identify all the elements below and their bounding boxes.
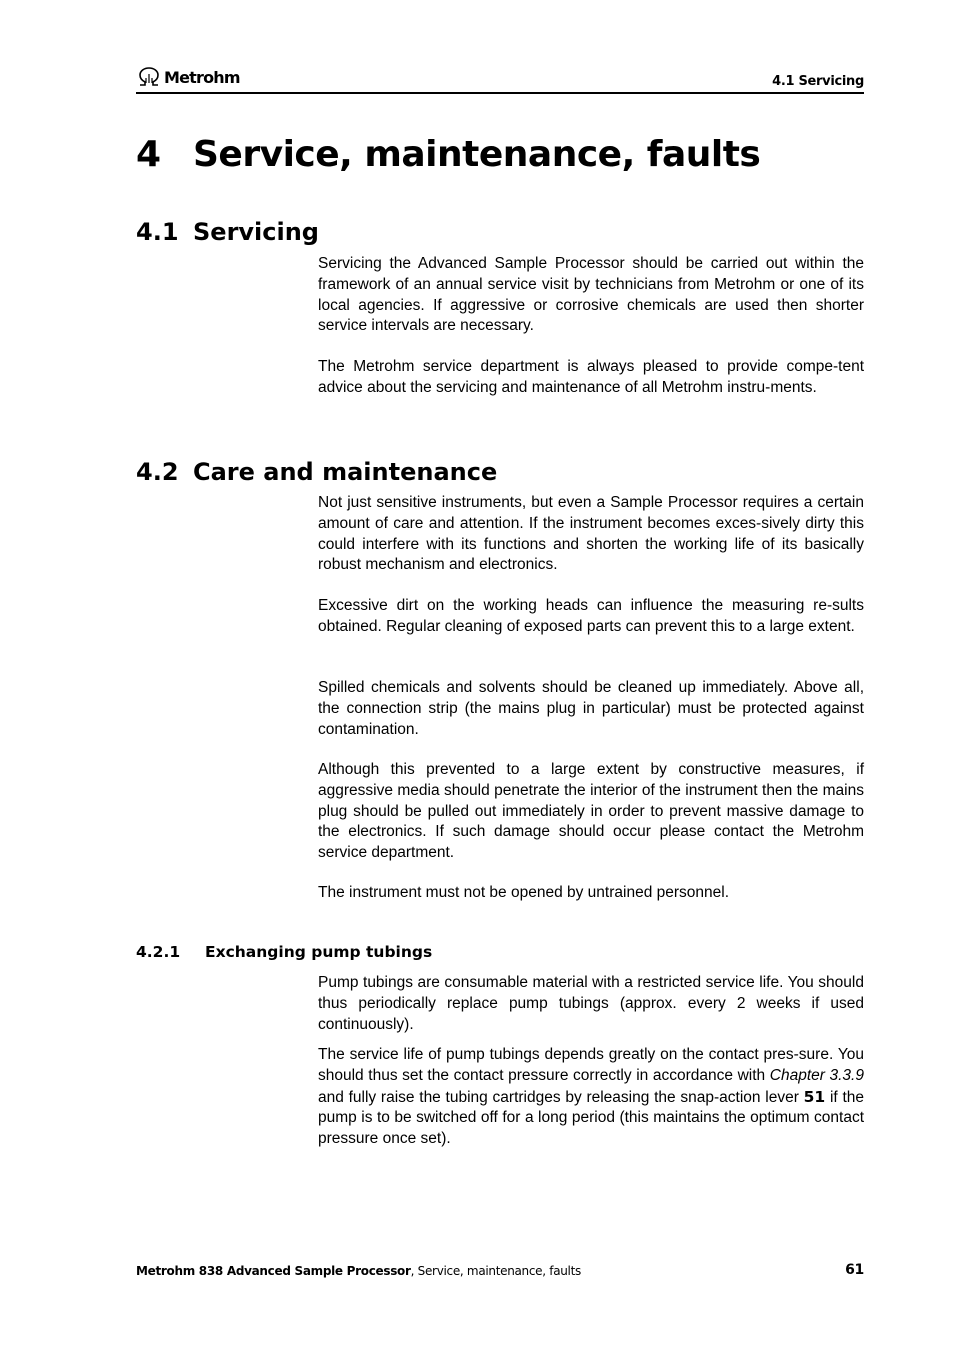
metrohm-logo (136, 66, 240, 88)
text-run: if the pump is to be switched off for a long period (this maintains the optimum contact pressure once set). (318, 1088, 864, 1148)
care-paragraph-4 (318, 760, 864, 864)
text-run: and fully raise the tubing cartridges by releasing the snap-action lever (318, 1088, 804, 1106)
section-heading-care (136, 458, 497, 486)
paragraph: Not just sensitive instruments, but even a Sample Processor requires a certain amount of care and attention. If the instrument becomes exces-sively dirty this could interfere with its functions and shorten the working life of its basically robust mechanism and electronics. (318, 494, 864, 574)
section-number: 4.2 (136, 458, 179, 486)
page-header (136, 64, 864, 94)
pump-paragraph-1 (318, 973, 864, 1035)
chapter-title: Service, maintenance, faults (193, 134, 761, 175)
care-paragraph-1 (318, 493, 864, 576)
paragraph: Pump tubings are consumable material with a restricted service life. You should thus periodically replace pump tubings (approx. every 2 weeks if used continuously). (318, 974, 864, 1033)
paragraph: The Metrohm service department is always pleased to provide compe-tent advice about the servicing and maintenance of all Metrohm instru-ments. (318, 358, 864, 396)
chapter-number: 4 (136, 134, 161, 175)
paragraph (318, 1045, 864, 1150)
care-paragraph-2 (318, 596, 864, 638)
footer-chapter: , Service, maintenance, faults (410, 1264, 581, 1278)
subsection-title: Exchanging pump tubings (205, 943, 433, 961)
chapter-heading (136, 134, 760, 175)
omega-logo-icon (136, 66, 162, 88)
servicing-paragraph-1 (318, 254, 864, 337)
paragraph: The instrument must not be opened by untrained personnel. (318, 884, 730, 901)
care-paragraph-3 (318, 678, 864, 740)
paragraph: Spilled chemicals and solvents should be cleaned up immediately. Above all, the connection strip (the mains plug in particular) must be protected against contamination. (318, 679, 864, 738)
footer-product: Metrohm 838 Advanced Sample Processor (136, 1264, 411, 1278)
section-title: Care and maintenance (193, 458, 498, 486)
subsection-heading-pump-tubings (136, 943, 432, 961)
section-heading-servicing (136, 218, 319, 246)
paragraph: Although this prevented to a large extent by constructive measures, if aggressive media should penetrate the interior of the instrument then the mains plug should be pulled out immediately in order to prevent massive damage to the electronics. If such damage should occur please contact the Metrohm service department. (318, 761, 864, 862)
pump-paragraph-2 (318, 1045, 864, 1150)
section-number: 4.1 (136, 218, 179, 246)
section-title: Servicing (193, 218, 319, 246)
paragraph: Servicing the Advanced Sample Processor should be carried out within the framework of an annual service visit by technicians from Metrohm or one of its local agencies. If aggressive or corrosive chemicals are used then shorter service intervals are necessary. (318, 255, 864, 335)
paragraph: Excessive dirt on the working heads can influence the measuring re-sults obtained. Regular cleaning of exposed parts can prevent this to a large extent. (318, 597, 864, 635)
care-paragraph-5 (318, 883, 864, 904)
chapter-reference: Chapter 3.3.9 (769, 1066, 864, 1084)
page-footer (136, 1264, 864, 1278)
header-section-label: 4.1 Servicing (772, 74, 864, 89)
page-number: 61 (845, 1262, 864, 1278)
servicing-paragraph-2 (318, 357, 864, 399)
subsection-number: 4.2.1 (136, 943, 181, 961)
logo-text: Metrohm (164, 67, 240, 87)
text-run: The service life of pump tubings depends greatly on the contact pres-sure. You should thus set the contact pressure correctly in accordance with (318, 1046, 864, 1084)
lever-number: 51 (803, 1087, 826, 1106)
